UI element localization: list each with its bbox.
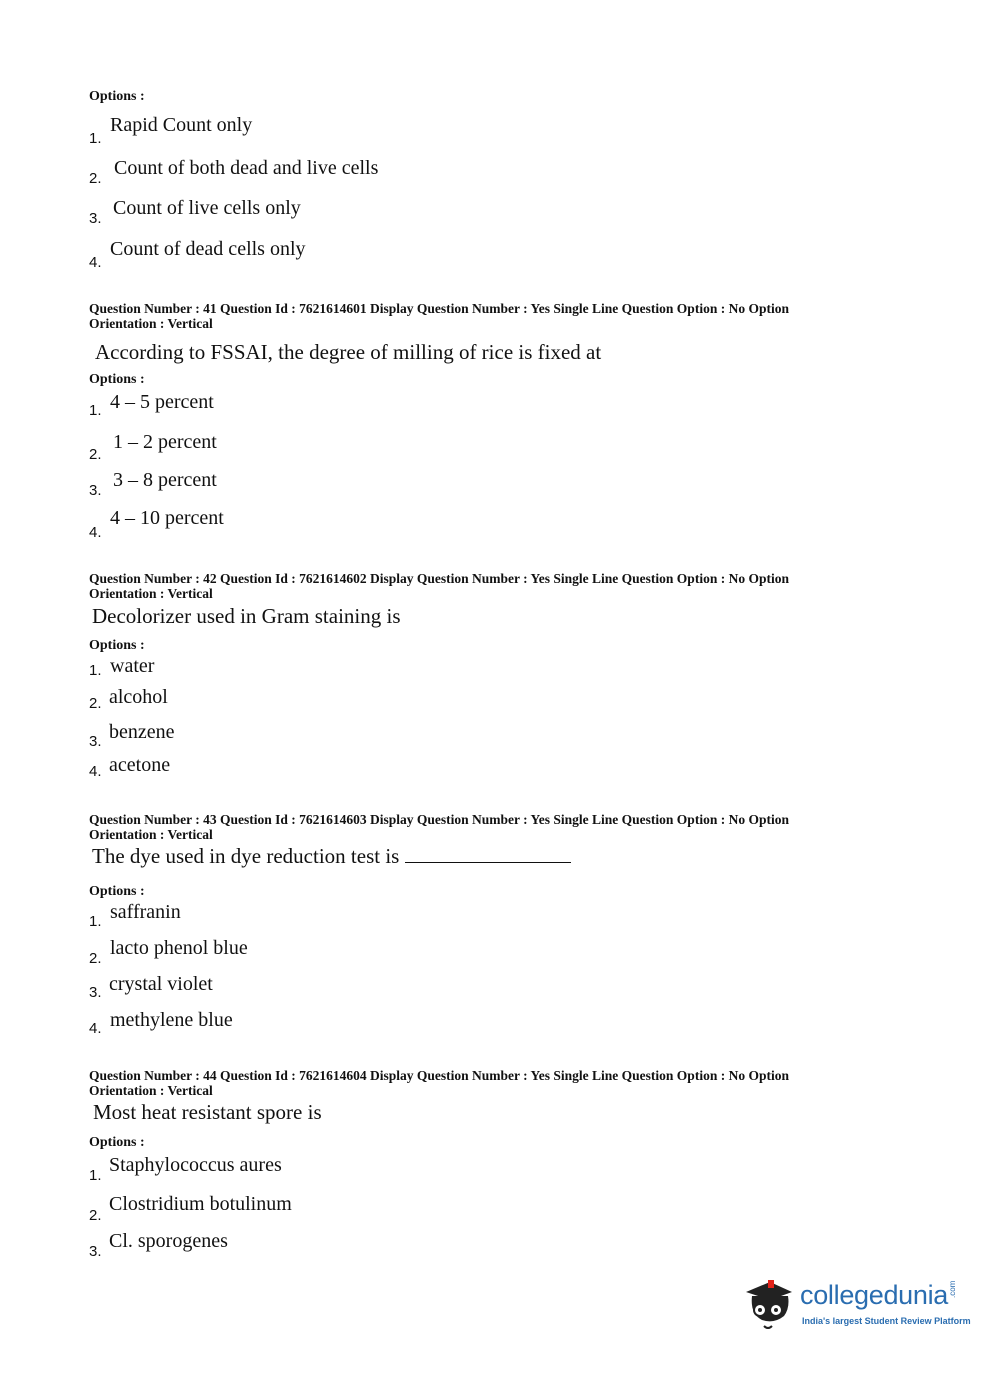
- question-meta-orientation: Orientation : Vertical: [89, 316, 213, 331]
- option-number: 3.: [89, 733, 102, 750]
- option-text[interactable]: Count of both dead and live cells: [114, 157, 379, 179]
- question-text: According to FSSAI, the degree of milling of rice is fixed at: [95, 340, 602, 364]
- option-text[interactable]: saffranin: [110, 901, 181, 923]
- option-number: 2.: [89, 446, 102, 463]
- option-text[interactable]: Count of dead cells only: [110, 238, 306, 260]
- option-number: 1.: [89, 1167, 102, 1184]
- options-label: Options :: [89, 372, 145, 387]
- option-number: 4.: [89, 254, 102, 271]
- option-text[interactable]: benzene: [109, 721, 175, 743]
- options-label: Options :: [89, 884, 145, 899]
- question-meta: Question Number : 41 Question Id : 7621614601 Display Question Number : Yes Single Line Question Option : No Option: [89, 301, 789, 316]
- option-text[interactable]: methylene blue: [110, 1009, 233, 1031]
- option-number: 2.: [89, 170, 102, 187]
- question-meta-orientation: Orientation : Vertical: [89, 586, 213, 601]
- option-text[interactable]: lacto phenol blue: [110, 937, 248, 959]
- option-text[interactable]: crystal violet: [109, 973, 213, 995]
- option-number: 2.: [89, 695, 102, 712]
- option-number: 2.: [89, 1207, 102, 1224]
- option-number: 3.: [89, 1243, 102, 1260]
- options-label: Options :: [89, 89, 145, 104]
- answer-blank: [405, 844, 571, 863]
- option-number: 4.: [89, 763, 102, 780]
- option-text[interactable]: Rapid Count only: [110, 114, 253, 136]
- question-meta-orientation: Orientation : Vertical: [89, 827, 213, 842]
- question-text: [92, 844, 571, 869]
- option-number: 1.: [89, 130, 102, 147]
- question-text: Most heat resistant spore is: [93, 1100, 322, 1124]
- option-text[interactable]: Staphylococcus aures: [109, 1154, 282, 1176]
- option-number: 2.: [89, 950, 102, 967]
- option-text[interactable]: Cl. sporogenes: [109, 1230, 228, 1252]
- option-text[interactable]: Clostridium botulinum: [109, 1193, 292, 1215]
- mascot-icon: [740, 1270, 800, 1336]
- option-number: 3.: [89, 984, 102, 1001]
- logo-tagline: India's largest Student Review Platform: [802, 1316, 971, 1326]
- collegedunia-logo: [740, 1270, 970, 1338]
- option-text[interactable]: 1 – 2 percent: [113, 431, 217, 453]
- option-number: 3.: [89, 482, 102, 499]
- option-text[interactable]: water: [110, 655, 155, 677]
- option-number: 4.: [89, 1020, 102, 1037]
- option-text[interactable]: 4 – 10 percent: [110, 507, 224, 529]
- option-text[interactable]: 4 – 5 percent: [110, 391, 214, 413]
- options-label: Options :: [89, 638, 145, 653]
- question-text: Decolorizer used in Gram staining is: [92, 604, 401, 628]
- logo-wordmark: collegedunia: [800, 1280, 949, 1310]
- options-label: Options :: [89, 1135, 145, 1150]
- option-number: 1.: [89, 913, 102, 930]
- option-text[interactable]: alcohol: [109, 686, 168, 708]
- option-text[interactable]: acetone: [109, 754, 171, 776]
- question-meta-orientation: Orientation : Vertical: [89, 1083, 213, 1098]
- option-text[interactable]: 3 – 8 percent: [113, 469, 217, 491]
- question-meta: Question Number : 44 Question Id : 7621614604 Display Question Number : Yes Single Line Question Option : No Option: [89, 1068, 789, 1083]
- question-meta: Question Number : 43 Question Id : 7621614603 Display Question Number : Yes Single Line Question Option : No Option: [89, 812, 789, 827]
- question-meta: Question Number : 42 Question Id : 7621614602 Display Question Number : Yes Single Line Question Option : No Option: [89, 571, 789, 586]
- option-number: 1.: [89, 662, 102, 679]
- logo-suffix: .com: [948, 1280, 957, 1298]
- option-number: 3.: [89, 210, 102, 227]
- question-text-content: The dye used in dye reduction test is: [92, 844, 400, 868]
- option-number: 4.: [89, 524, 102, 541]
- option-text[interactable]: Count of live cells only: [113, 197, 301, 219]
- option-number: 1.: [89, 402, 102, 419]
